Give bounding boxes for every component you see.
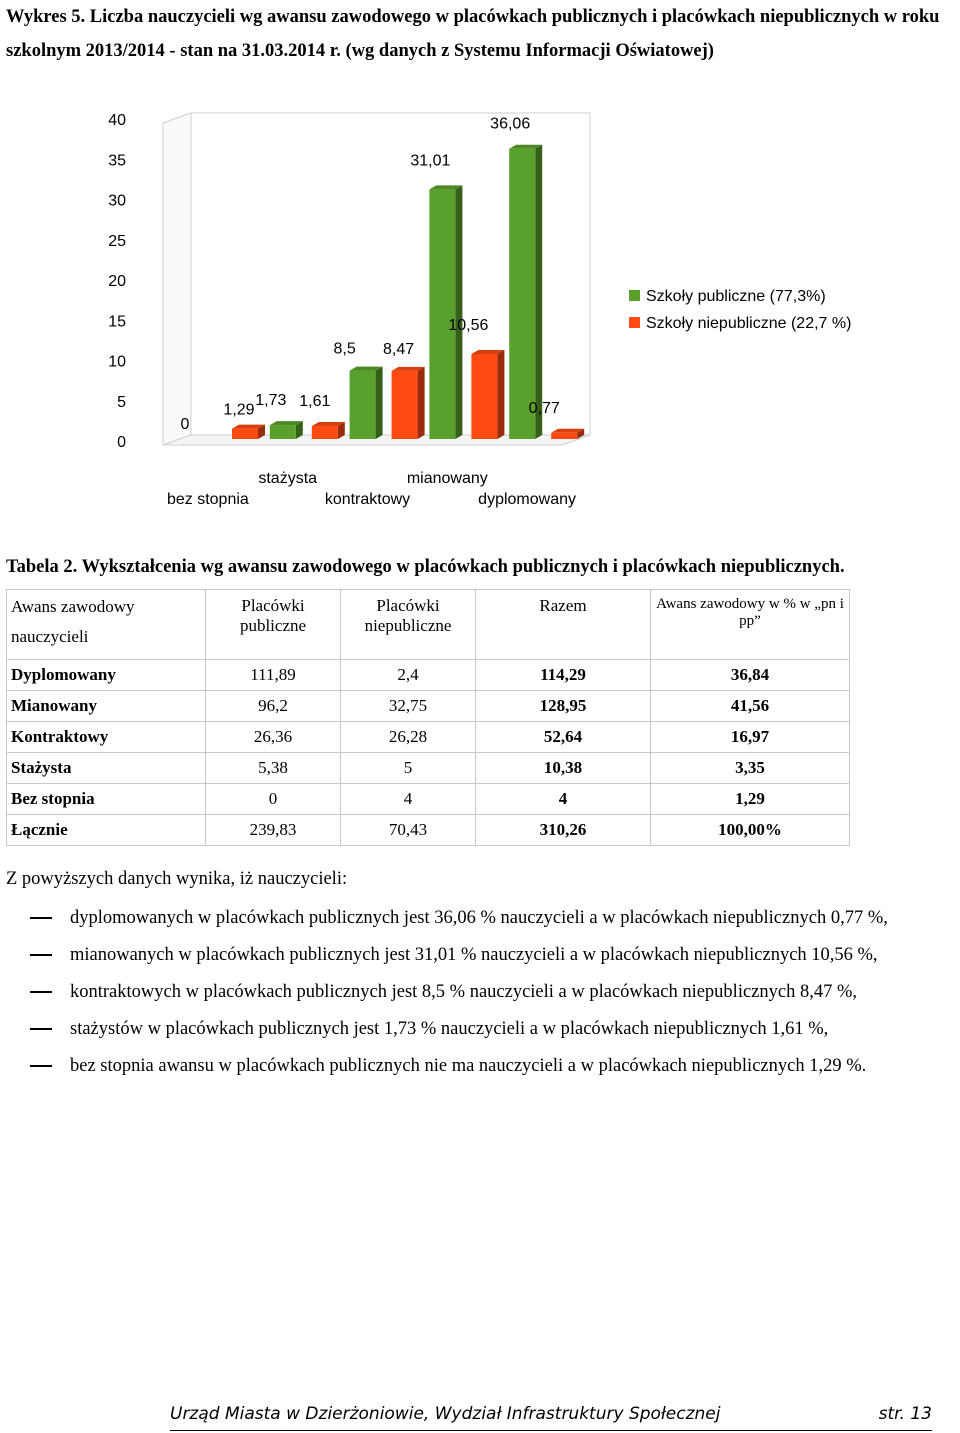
x-tick-label: kontraktowy xyxy=(324,491,411,508)
y-tick-label: 25 xyxy=(108,232,126,250)
table-cell: 310,26 xyxy=(476,815,651,846)
table-cell: Mianowany xyxy=(7,691,206,722)
y-tick-label: 15 xyxy=(108,313,126,331)
data-label: 1,29 xyxy=(223,401,255,419)
table-header-row xyxy=(7,590,850,660)
y-tick-label: 10 xyxy=(108,353,126,371)
table-cell: 111,89 xyxy=(206,660,341,691)
data-label: 10,56 xyxy=(448,316,489,334)
table-cell: 96,2 xyxy=(206,691,341,722)
table-cell: 2,4 xyxy=(341,660,476,691)
legend-swatch xyxy=(629,290,640,301)
bar-chart xyxy=(0,90,960,520)
x-tick-label: dyplomowany xyxy=(478,491,577,508)
table-cell: 5,38 xyxy=(206,753,341,784)
y-tick-label: 35 xyxy=(108,152,126,170)
table-cell: 128,95 xyxy=(476,691,651,722)
table-cell: 3,35 xyxy=(651,753,850,784)
x-tick-label: bez stopnia xyxy=(166,491,249,508)
table-cell: Kontraktowy xyxy=(7,722,206,753)
dash-bullet-icon xyxy=(30,917,52,919)
table-row xyxy=(7,815,850,846)
table-cell: 0 xyxy=(206,784,341,815)
table-header-cell: Awans zawodowy w % w „pn i pp” xyxy=(651,590,850,660)
table-row xyxy=(7,784,850,815)
bar xyxy=(270,425,296,439)
table-cell: 16,97 xyxy=(651,722,850,753)
summary-item xyxy=(30,1011,960,1048)
table-cell: 4 xyxy=(476,784,651,815)
legend-label: Szkoły niepubliczne (22,7 %) xyxy=(646,315,852,332)
footer-page-number: str. 13 xyxy=(878,1404,932,1424)
table-cell: 26,28 xyxy=(341,722,476,753)
table-cell: 52,64 xyxy=(476,722,651,753)
table-cell: 26,36 xyxy=(206,722,341,753)
bar-side-face xyxy=(376,367,383,439)
table-cell: Bez stopnia xyxy=(7,784,206,815)
y-tick-label: 5 xyxy=(117,393,126,411)
table-row xyxy=(7,691,850,722)
summary-item-text: mianowanych w placówkach publicznych jest 31,01 % nauczycieli a w placówkach niepublicznych 10,56 %, xyxy=(70,945,878,965)
data-table xyxy=(6,589,850,846)
summary-item-text: bez stopnia awansu w placówkach publicznych nie ma nauczycieli a w placówkach niepublicznych 1,29 %. xyxy=(70,1056,867,1076)
table-cell: Dyplomowany xyxy=(7,660,206,691)
data-label: 31,01 xyxy=(410,152,451,170)
bar xyxy=(551,433,577,439)
chart-legend xyxy=(629,288,851,332)
side-wall xyxy=(163,113,191,445)
bar xyxy=(392,371,418,439)
table-cell: 70,43 xyxy=(341,815,476,846)
y-tick-label: 0 xyxy=(117,434,126,451)
table-cell: 5 xyxy=(341,753,476,784)
summary-item xyxy=(30,974,960,1011)
table-row xyxy=(7,660,850,691)
table-cell: 10,38 xyxy=(476,753,651,784)
table-cell: 239,83 xyxy=(206,815,341,846)
table-cell: 4 xyxy=(341,784,476,815)
table-cell: 41,56 xyxy=(651,691,850,722)
summary-item-text: stażystów w placówkach publicznych jest 1,73 % nauczycieli a w placówkach niepublicznych 1,61 %, xyxy=(70,1019,829,1039)
x-tick-label: stażysta xyxy=(258,470,318,487)
table-header-cell: Awans zawodowy nauczycieli xyxy=(7,590,206,660)
bar-side-face xyxy=(497,350,504,439)
dash-bullet-icon xyxy=(30,954,52,956)
bar-side-face xyxy=(418,367,425,439)
summary-intro: Z powyższych danych wynika, iż nauczycieli: xyxy=(6,869,348,889)
data-label: 1,73 xyxy=(255,392,287,410)
footer-office: Urząd Miasta w Dzierżoniowie, Wydział Infrastruktury Społecznej xyxy=(170,1404,721,1424)
y-tick-label: 30 xyxy=(108,192,126,210)
legend-swatch xyxy=(629,317,640,328)
table-cell: 100,00% xyxy=(651,815,850,846)
legend-label: Szkoły publiczne (77,3%) xyxy=(646,288,826,305)
bar xyxy=(350,371,376,439)
table-caption: Tabela 2. Wykształcenia wg awansu zawodowego w placówkach publicznych i placówkach niepublicznych. xyxy=(6,557,845,577)
table-cell: Łącznie xyxy=(7,815,206,846)
summary-item-text: dyplomowanych w placówkach publicznych jest 36,06 % nauczycieli a w placówkach niepublicznych 0,77 %, xyxy=(70,908,888,928)
data-label: 8,5 xyxy=(333,340,356,358)
summary-item xyxy=(30,900,960,937)
table-row xyxy=(7,753,850,784)
dash-bullet-icon xyxy=(30,1065,52,1067)
bar xyxy=(509,149,535,439)
dash-bullet-icon xyxy=(30,1028,52,1030)
summary-item xyxy=(30,1048,960,1085)
y-tick-label: 40 xyxy=(108,112,126,129)
x-tick-label: mianowany xyxy=(406,470,488,487)
x-axis-ticks xyxy=(167,470,576,508)
data-label: 0,77 xyxy=(528,399,560,417)
bar-side-face xyxy=(535,145,542,439)
table-cell: Stażysta xyxy=(7,753,206,784)
footer-rule xyxy=(170,1430,932,1431)
chart-title: Wykres 5. Liczba nauczycieli wg awansu zawodowego w placówkach publicznych i placówkach niepublicznych w roku szkolnym 2013/2014 - stan na 31.03.2014 r. (wg danych z Systemu Informacji Oświatowej) xyxy=(6,7,940,61)
data-label: 8,47 xyxy=(383,340,415,358)
table-cell: 114,29 xyxy=(476,660,651,691)
bar xyxy=(471,354,497,439)
dash-bullet-icon xyxy=(30,991,52,993)
bar xyxy=(429,189,455,439)
table-cell: 36,84 xyxy=(651,660,850,691)
summary-item xyxy=(30,937,960,974)
table-header-cell: Razem xyxy=(476,590,651,660)
table-cell: 32,75 xyxy=(341,691,476,722)
bar xyxy=(312,426,338,439)
table-header-cell: Placówki niepubliczne xyxy=(341,590,476,660)
bar xyxy=(232,429,258,439)
bar-side-face xyxy=(455,185,462,439)
summary-list xyxy=(30,900,960,1085)
table-cell: 1,29 xyxy=(651,784,850,815)
table-header-cell: Placówki publiczne xyxy=(206,590,341,660)
y-axis-ticks xyxy=(108,112,126,451)
table-row xyxy=(7,722,850,753)
y-tick-label: 20 xyxy=(108,273,126,290)
data-label: 1,61 xyxy=(299,393,331,411)
data-label: 36,06 xyxy=(490,115,531,133)
data-label: 0 xyxy=(180,416,190,433)
summary-item-text: kontraktowych w placówkach publicznych jest 8,5 % nauczycieli a w placówkach niepublicznych 8,47 %, xyxy=(70,982,858,1002)
